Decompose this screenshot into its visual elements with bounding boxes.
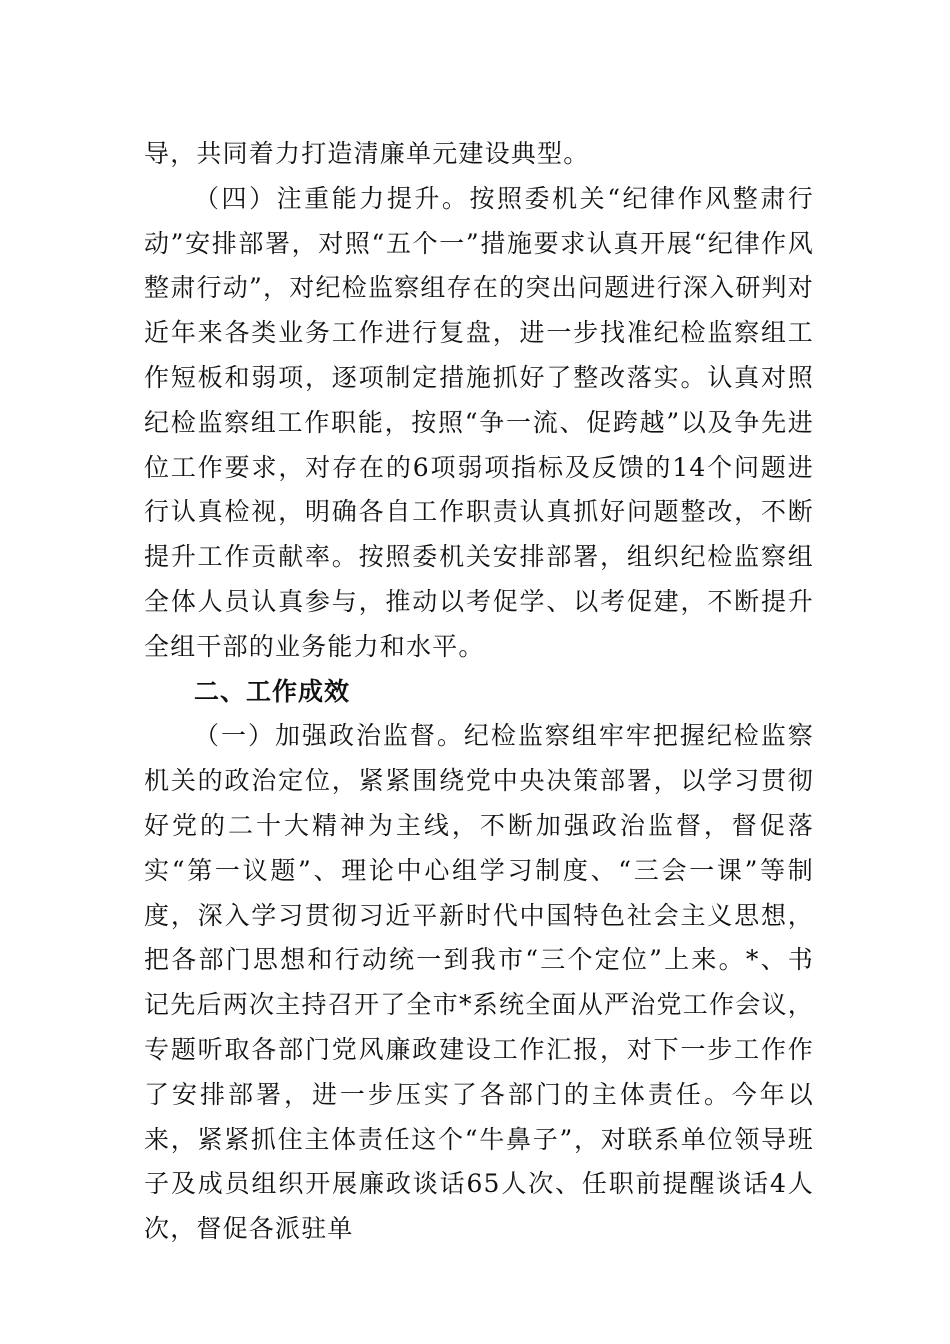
paragraph-political-supervision: （一）加强政治监督。纪检监察组牢牢把握纪检监察机关的政治定位，紧紧围绕党中央决策部署，以学习贯彻好党的二十大精神为主线，不断加强政治监督，督促落实“第一议题”、理论中心组学习制度、“三会一课”等制度，深入学习贯彻习近平新时代中国特色社会主义思想，把各部门思想和行动统一到我市“三个定位”上来。*、书记先后两次主持召开了全市*系统全面从严治党工作会议，专题听取各部门党风廉政建设工作汇报，对下一步工作作了安排部署，进一步压实了各部门的主体责任。今年以来，紧紧抓住主体责任这个“牛鼻子”，对联系单位领导班子及成员组织开展廉政谈话65人次、任职前提醒谈话4人次，督促各派驻单 bbox=[144, 721, 814, 1244]
paragraph-capability-improvement: （四）注重能力提升。按照委机关“纪律作风整肃行动”安排部署，对照“五个一”措施要求认真开展“纪律作风整肃行动”，对纪检监察组存在的突出问题进行深入研判对近年来各类业务工作进行复盘，进一步找准纪检监察组工作短板和弱项，逐项制定措施抓好了整改落实。认真对照纪检监察组工作职能，按照“争一流、促跨越”以及争先进位工作要求，对存在的6项弱项指标及反馈的14个问题进行认真检视，明确各自工作职责认真抓好问题整改，不断提升工作贡献率。按照委机关安排部署，组织纪检监察组全体人员认真参与，推动以考促学、以考促建，不断提升全组干部的业务能力和水平。 bbox=[144, 183, 814, 661]
section-heading-work-results: 二、工作成效 bbox=[194, 676, 351, 706]
paragraph-continuation: 导，共同着力打造清廉单元建设典型。 bbox=[144, 139, 590, 168]
document-body bbox=[144, 132, 814, 1252]
